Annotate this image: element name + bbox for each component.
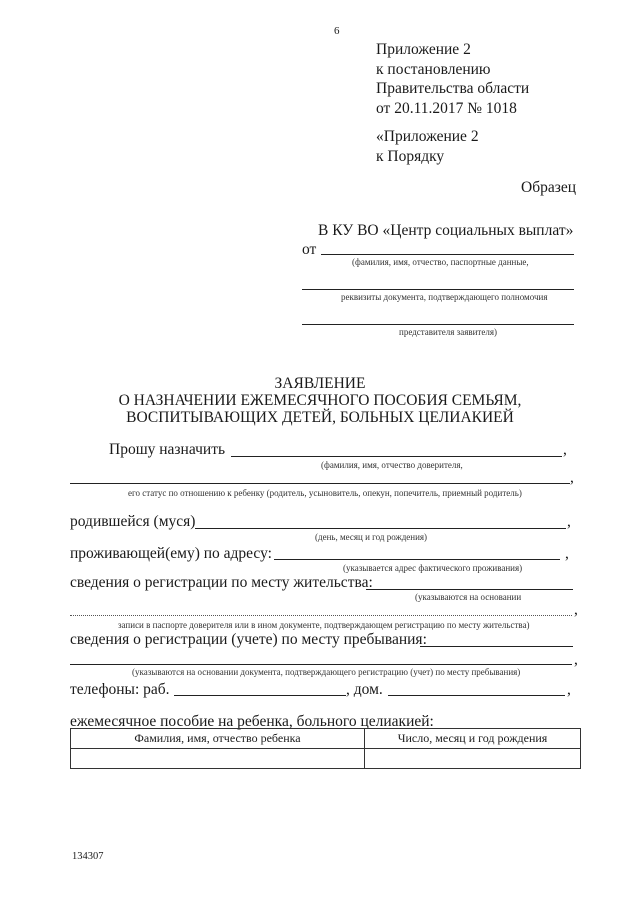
column-header-birth-date: Число, месяц и год рождения xyxy=(365,729,581,749)
stay-basis-hint: (указываются на основании документа, подтверждающего регистрацию (учет) по месту пребывания) xyxy=(132,667,521,677)
column-header-child-name: Фамилия, имя, отчество ребенка xyxy=(71,729,365,749)
phones-label: телефоны: раб. xyxy=(70,681,170,698)
registration-basis-hint: (указываются на основании xyxy=(415,592,522,602)
page-number: 6 xyxy=(334,25,340,37)
comma: , xyxy=(565,545,569,562)
born-label: родившейся (муся) xyxy=(70,513,196,530)
registration-records-hint: записи в паспорте доверителя или в ином документе, подтверждающем регистрацию по месту жительства) xyxy=(118,620,530,630)
comma: , xyxy=(570,469,574,486)
appendix-header-line: Правительства области xyxy=(376,80,530,97)
table-row xyxy=(71,749,581,769)
comma: , xyxy=(563,441,567,458)
trustee-status-hint: его статус по отношению к ребенку (родитель, усыновитель, опекун, попечитель, приемный родитель) xyxy=(128,488,522,498)
from-label: от xyxy=(302,241,317,258)
comma: , xyxy=(574,651,578,668)
request-label: Прошу назначить xyxy=(109,441,226,458)
comma: , xyxy=(567,513,571,530)
addressee: В КУ ВО «Центр социальных выплат» xyxy=(318,222,574,239)
home-phone-label: , дом. xyxy=(346,681,383,698)
table-header-row xyxy=(71,729,581,749)
residing-label: проживающей(ему) по адресу: xyxy=(70,545,272,562)
authority-doc-hint: реквизиты документа, подтверждающего полномочия xyxy=(341,292,548,302)
trustee-name-line[interactable] xyxy=(231,456,562,457)
applicant-name-line[interactable] xyxy=(321,254,574,255)
appendix-header xyxy=(376,40,529,118)
work-phone-line[interactable] xyxy=(174,695,346,696)
comma: , xyxy=(574,601,578,618)
document-title-line-2: О НАЗНАЧЕНИИ ЕЖЕМЕСЯЧНОГО ПОСОБИЯ СЕМЬЯМ, xyxy=(118,392,522,409)
appendix-header-line: к постановлению xyxy=(376,60,491,78)
birth-date-line[interactable] xyxy=(195,528,566,529)
trustee-status-line[interactable] xyxy=(70,483,570,484)
registration-line[interactable] xyxy=(366,589,573,590)
applicant-name-hint: (фамилия, имя, отчество, паспортные данные, xyxy=(352,257,529,267)
footer-code: 134307 xyxy=(72,851,104,862)
appendix-header-line: от 20.11.2017 № 1018 xyxy=(376,99,517,117)
stay-line-1[interactable] xyxy=(420,646,573,647)
child-birth-date-cell[interactable] xyxy=(365,749,581,769)
registration-label: сведения о регистрации по месту жительства: xyxy=(70,574,373,591)
appendix-sub-line: «Приложение 2 xyxy=(376,128,479,145)
stay-line-2[interactable] xyxy=(70,664,572,665)
children-table xyxy=(70,728,581,769)
representative-hint: представителя заявителя) xyxy=(399,327,497,337)
benefit-label: ежемесячное пособие на ребенка, больного целиакией: xyxy=(70,713,434,730)
stay-label: сведения о регистрации (учете) по месту пребывания: xyxy=(70,631,427,648)
appendix-sub-line: к Порядку xyxy=(376,147,445,165)
document-title: ЗАЯВЛЕНИЕ xyxy=(274,375,366,392)
actual-address-hint: (указывается адрес фактического проживания) xyxy=(343,563,523,573)
appendix-sub-header xyxy=(376,127,479,166)
registration-records-line[interactable] xyxy=(70,615,572,616)
authority-doc-line[interactable] xyxy=(302,289,574,290)
actual-address-line[interactable] xyxy=(274,559,560,560)
sample-label: Образец xyxy=(521,179,577,196)
child-name-cell[interactable] xyxy=(71,749,365,769)
appendix-header-line: Приложение 2 xyxy=(376,41,471,58)
birth-date-hint: (день, месяц и год рождения) xyxy=(315,532,428,542)
home-phone-line[interactable] xyxy=(388,695,565,696)
document-title-line-3: ВОСПИТЫВАЮЩИХ ДЕТЕЙ, БОЛЬНЫХ ЦЕЛИАКИЕЙ xyxy=(126,409,514,426)
trustee-name-hint: (фамилия, имя, отчество доверителя, xyxy=(321,460,463,470)
comma: , xyxy=(567,681,571,698)
representative-line[interactable] xyxy=(302,324,574,325)
